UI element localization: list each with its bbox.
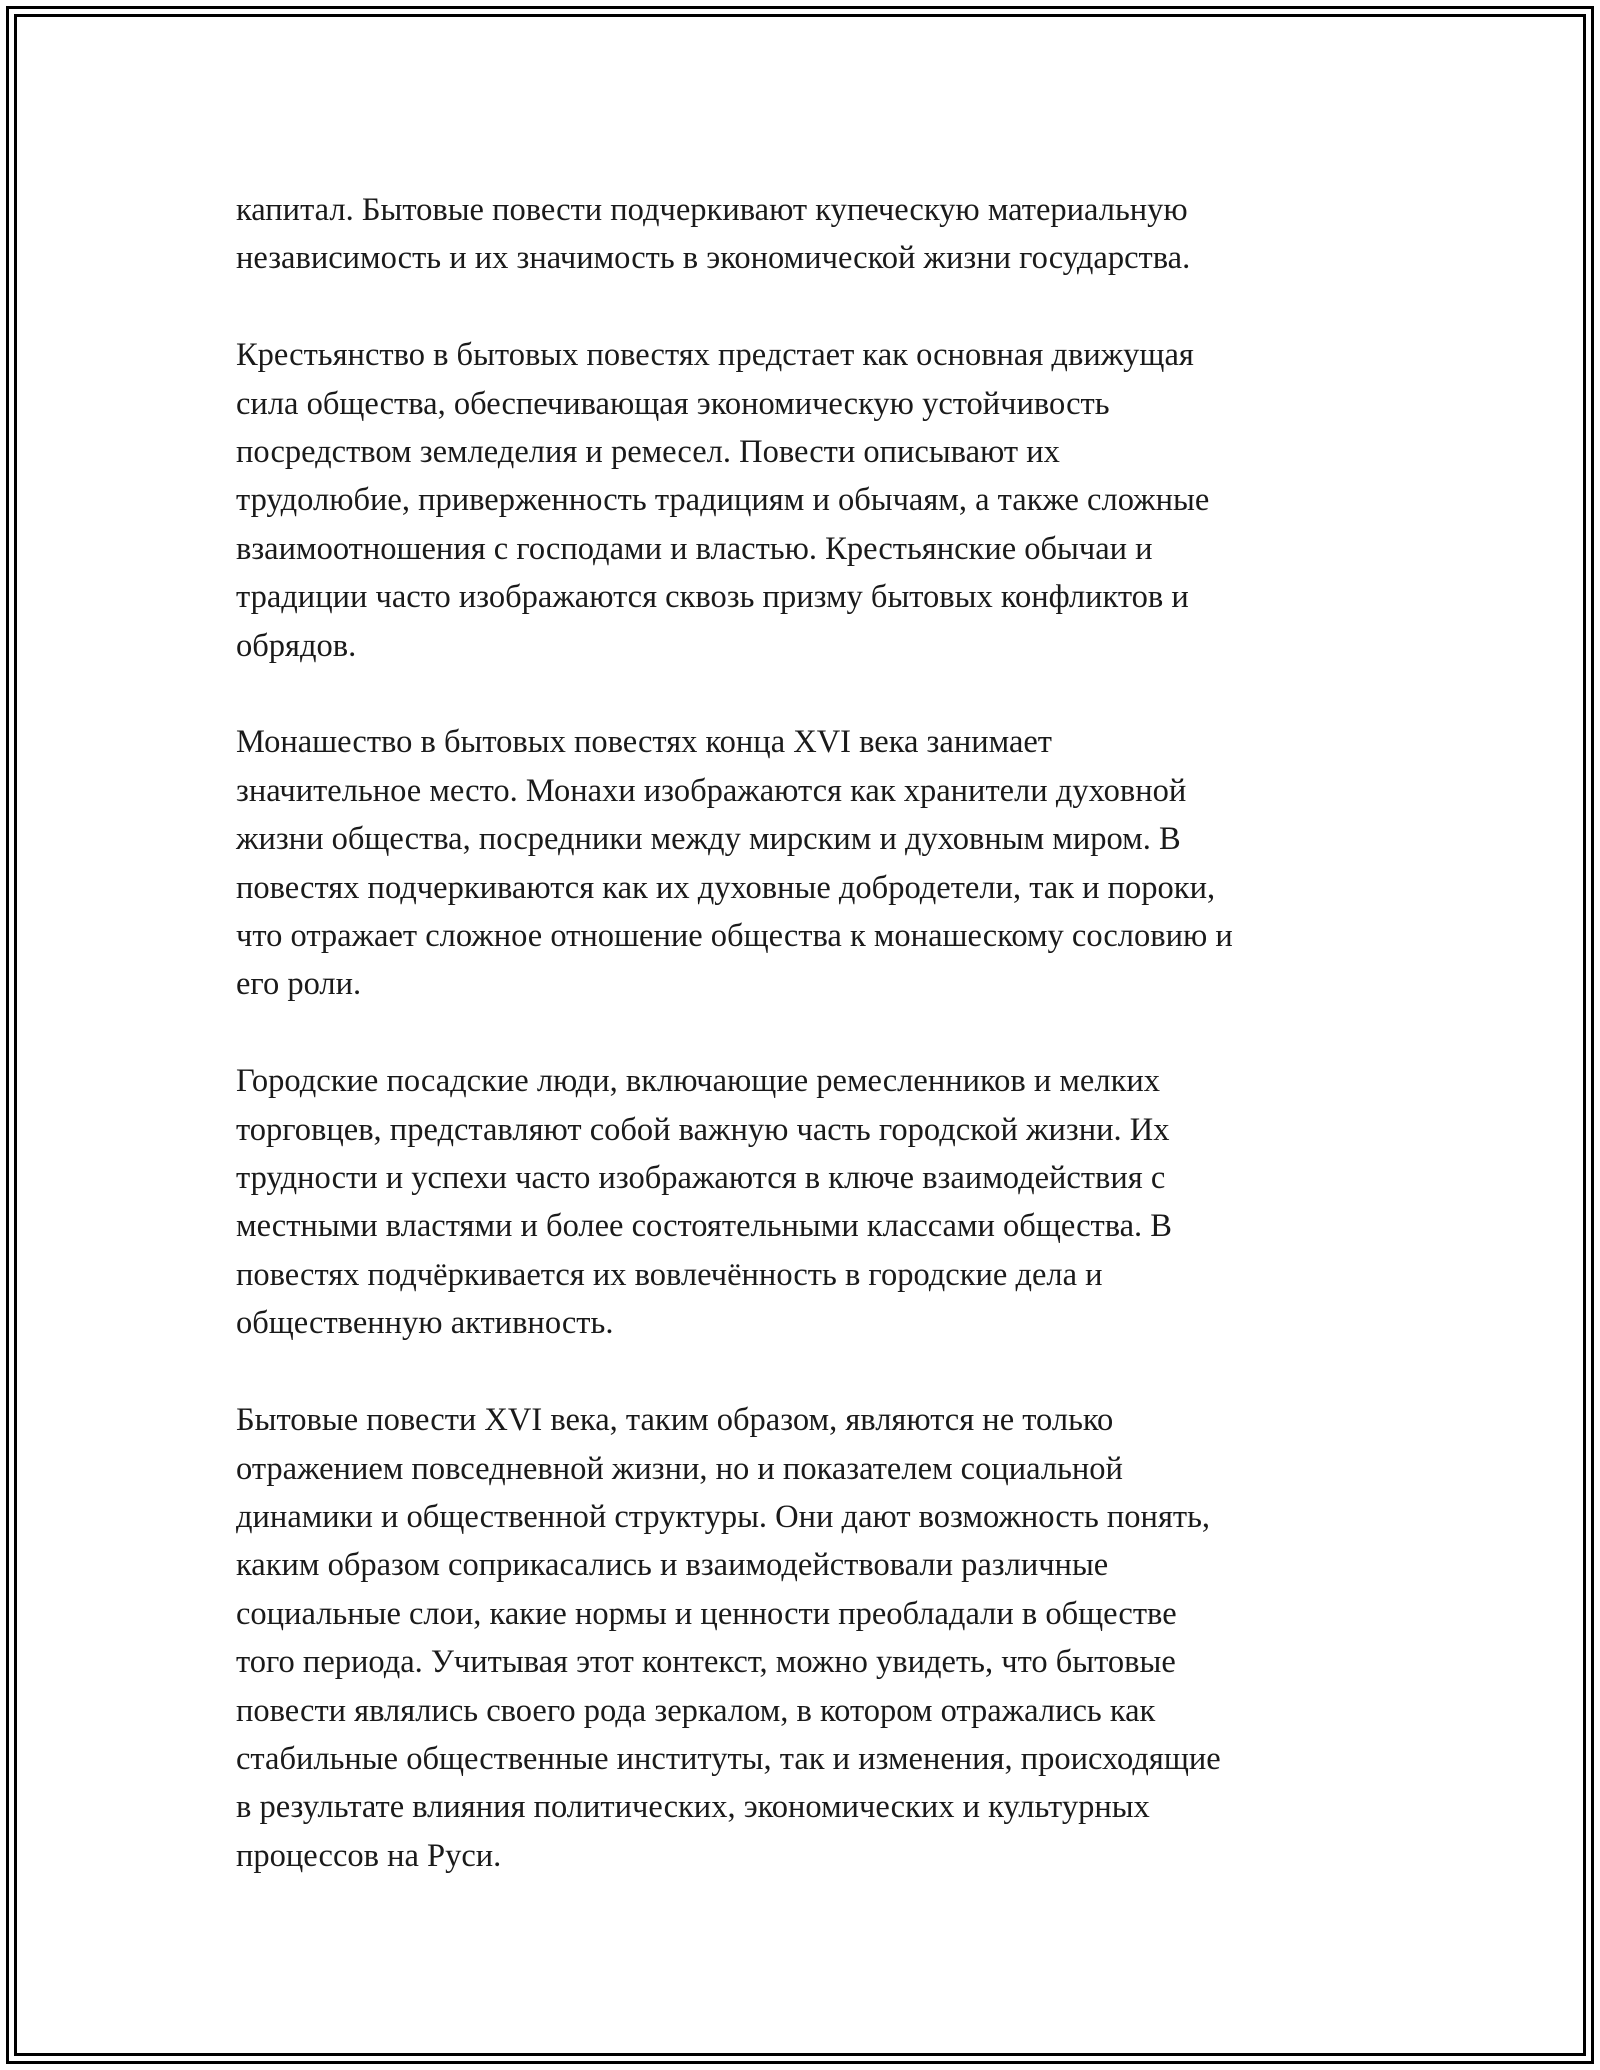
text-line: трудолюбие, приверженность традициям и обычаям, а также сложные [236, 482, 1210, 519]
paragraph-townspeople [236, 1057, 1386, 1347]
text-line: трудности и успехи часто изображаются в ключе взаимодействия с [236, 1160, 1166, 1197]
text-line: динамики и общественной структуры. Они дают возможность понять, [236, 1498, 1211, 1535]
text-line: обрядов. [236, 627, 357, 664]
text-line: того периода. Учитывая этот контекст, можно увидеть, что бытовые [236, 1644, 1176, 1681]
text-line: Городские посадские люди, включающие ремесленников и мелких [236, 1063, 1161, 1100]
text-line: отражением повседневной жизни, но и показателем социальной [236, 1450, 1123, 1487]
text-line: торговцев, представляют собой важную часть городской жизни. Их [236, 1111, 1170, 1148]
paragraph-peasantry [236, 331, 1386, 670]
text-line: капитал. Бытовые повести подчеркивают купеческую материальную [236, 192, 1188, 228]
text-line: посредством земледелия и ремесел. Повести описывают их [236, 434, 1060, 471]
text-line: что отражает сложное отношение общества к монашескому сословию и [236, 918, 1233, 955]
text-line: жизни общества, посредники между мирским и духовным миром. В [236, 821, 1181, 858]
text-line: Бытовые повести XVI века, таким образом, являются не только [236, 1402, 1114, 1439]
text-line: социальные слои, какие нормы и ценности преобладали в обществе [236, 1595, 1177, 1632]
text-line: повести являлись своего рода зеркалом, в котором отражались как [236, 1692, 1156, 1729]
text-line: традиции часто изображаются сквозь призму бытовых конфликтов и [236, 579, 1189, 616]
text-line: сила общества, обеспечивающая экономическую устойчивость [236, 385, 1110, 422]
text-line: повестях подчеркиваются как их духовные добродетели, так и пороки, [236, 869, 1216, 906]
text-line: взаимоотношения с господами и властью. Крестьянские обычаи и [236, 530, 1153, 567]
text-line: местными властями и более состоятельными классами общества. В [236, 1208, 1172, 1245]
text-line: Крестьянство в бытовых повестях предстает как основная движущая [236, 337, 1194, 374]
text-line: повестях подчёркивается их вовлечённость в городские дела и [236, 1256, 1103, 1293]
text-line: независимость и их значимость в экономической жизни государства. [236, 240, 1191, 277]
paragraph-merchants-end [236, 186, 1386, 283]
text-line: Монашество в бытовых повестях конца XVI века занимает [236, 724, 1053, 761]
paragraph-monks [236, 718, 1386, 1008]
text-line: в результате влияния политических, экономических и культурных [236, 1789, 1150, 1826]
text-line: его роли. [236, 966, 362, 1003]
text-line: каким образом соприкасались и взаимодействовали различные [236, 1547, 1109, 1584]
text-line: стабильные общественные институты, так и изменения, происходящие [236, 1740, 1221, 1777]
text-line: процессов на Руси. [236, 1837, 502, 1874]
document-body [236, 186, 1386, 1929]
text-line: значительное место. Монахи изображаются как хранители духовной [236, 772, 1187, 809]
text-line: общественную активность. [236, 1305, 614, 1342]
paragraph-conclusion [236, 1396, 1386, 1880]
